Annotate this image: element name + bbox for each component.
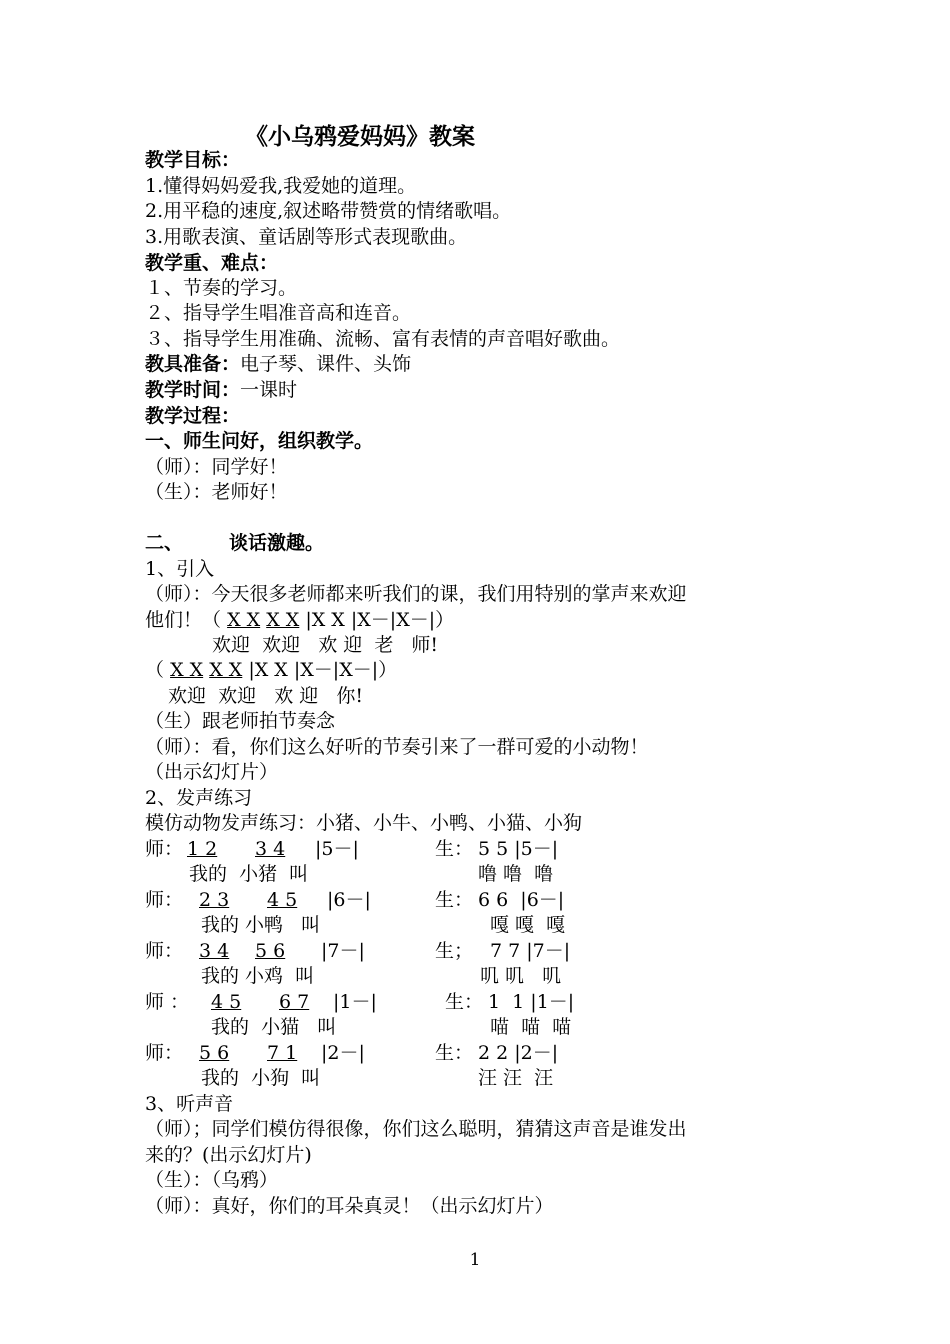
- rhythm-line: [145, 608, 454, 633]
- student-lyric: 叽 叽 叽: [480, 965, 562, 987]
- dialogue-line: 来的？(出示幻灯片): [145, 1144, 312, 1166]
- key-point-item: ２、指导学生唱准音高和连音。: [145, 302, 412, 324]
- page-number: 1: [469, 1250, 481, 1270]
- key-point-item: １、节奏的学习。: [145, 277, 298, 299]
- student-notes: 7 7 |7－|: [490, 940, 571, 962]
- student-label: 生：: [435, 889, 474, 911]
- dialogue-line: （师）：同学好！: [145, 456, 288, 478]
- time-label: 教学时间：: [145, 379, 241, 401]
- note-rest: |1－|: [333, 991, 377, 1013]
- dialogue-line: （生）：老师好！: [145, 481, 288, 503]
- teacher-label: 师：: [145, 940, 184, 962]
- goal-item: 2.用平稳的速度,叙述略带赞赏的情绪歌唱。: [145, 200, 512, 222]
- teacher-lyric: 我的 小猫 叫: [211, 1016, 337, 1038]
- teacher-label: 师：: [145, 838, 184, 860]
- note-rest: |6－|: [327, 889, 371, 911]
- teacher-label: 师 ：: [145, 991, 190, 1013]
- subsection-heading: 1、引入: [145, 558, 215, 580]
- note-rest: |5－|: [315, 838, 359, 860]
- note-group: 3 4: [255, 838, 286, 860]
- rhythm-group: X X: [170, 659, 204, 681]
- student-lyric: 噜 噜 噜: [478, 863, 554, 885]
- lyric-line: 欢迎 欢迎 欢 迎 你!: [168, 685, 363, 707]
- key-point-item: ３、指导学生用准确、流畅、富有表情的声音唱好歌曲。: [145, 328, 621, 350]
- time-line: [145, 378, 297, 403]
- tools-value: 电子琴、课件、头饰: [240, 353, 412, 375]
- goals-heading: 教学目标：: [145, 149, 241, 171]
- tools-label: 教具准备：: [145, 353, 241, 375]
- note-group: 5 6: [255, 940, 286, 962]
- dialogue-line: （师）：真好，你们的耳朵真灵！（出示幻灯片）: [145, 1195, 554, 1217]
- lyric-line: 欢迎 欢迎 欢 迎 老 师!: [212, 634, 439, 656]
- rhythm-rest: |X X |X－|X－|）: [248, 659, 398, 681]
- rhythm-prefix: 他们！（: [145, 609, 222, 631]
- teacher-label: 师：: [145, 889, 184, 911]
- process-heading: 教学过程：: [145, 405, 241, 427]
- student-notes: 5 5 |5－|: [478, 838, 559, 860]
- teacher-lyric: 我的 小狗 叫: [201, 1067, 321, 1089]
- note-group: 6 7: [279, 991, 310, 1013]
- note-group: 4 5: [267, 889, 298, 911]
- goal-item: 1.懂得妈妈爱我,我爱她的道理。: [145, 175, 417, 197]
- student-lyric: 嘎 嘎 嘎: [490, 914, 566, 936]
- tools-line: [145, 352, 411, 377]
- student-lyric: 喵 喵 喵: [490, 1016, 572, 1038]
- time-value: 一课时: [240, 379, 298, 401]
- section2-heading: [145, 531, 324, 556]
- rhythm-prefix: （: [145, 659, 165, 681]
- subsection-heading: 2、发声练习: [145, 787, 253, 809]
- dialogue-line: （生）：（乌鸦）: [145, 1169, 279, 1191]
- document-title: 《小乌鸦爱妈妈》教案: [245, 124, 475, 150]
- rhythm-group: X X: [227, 609, 261, 631]
- rhythm-line: [145, 658, 397, 683]
- note-group: 2 3: [199, 889, 230, 911]
- dialogue-line: （师）：今天很多老师都来听我们的课，我们用特别的掌声来欢迎: [145, 583, 687, 605]
- goal-item: 3.用歌表演、童话剧等形式表现歌曲。: [145, 226, 468, 248]
- student-notes: 2 2 |2－|: [478, 1042, 559, 1064]
- dialogue-line: （出示幻灯片）: [145, 761, 279, 783]
- note-group: 4 5: [211, 991, 242, 1013]
- note-group: 5 6: [199, 1042, 230, 1064]
- teacher-lyric: 我的 小鸡 叫: [201, 965, 315, 987]
- dialogue-line: （师）：看，你们这么好听的节奏引来了一群可爱的小动物！: [145, 736, 649, 758]
- note-group: 7 1: [267, 1042, 298, 1064]
- subsection-heading: 3、听声音: [145, 1093, 234, 1115]
- rhythm-group: X X: [266, 609, 300, 631]
- student-label: 生；: [435, 940, 474, 962]
- teacher-label: 师：: [145, 1042, 184, 1064]
- section2-heading-text: 谈话激趣。: [229, 532, 325, 554]
- note-group: 1 2: [187, 838, 218, 860]
- rhythm-group: X X: [209, 659, 243, 681]
- student-label: 生：: [435, 1042, 474, 1064]
- rhythm-rest: |X X |X－|X－|）: [305, 609, 455, 631]
- practice-intro: 模仿动物发声练习：小猪、小牛、小鸭、小猫、小狗: [145, 812, 583, 834]
- teacher-lyric: 我的 小鸭 叫: [201, 914, 321, 936]
- section1-heading: 一、师生问好，组织教学。: [145, 430, 374, 452]
- teacher-lyric: 我的 小猪 叫: [189, 863, 309, 885]
- note-group: 3 4: [199, 940, 230, 962]
- dialogue-line: （师）；同学们模仿得很像，你们这么聪明，猜猜这声音是谁发出: [145, 1118, 687, 1140]
- student-lyric: 汪 汪 汪: [478, 1067, 554, 1089]
- note-rest: |7－|: [321, 940, 365, 962]
- note-rest: |2－|: [321, 1042, 365, 1064]
- student-label: 生：: [435, 838, 474, 860]
- student-notes: 1 1 |1－|: [488, 991, 575, 1013]
- student-notes: 6 6 |6－|: [478, 889, 565, 911]
- key-points-heading: 教学重、难点：: [145, 252, 279, 274]
- student-label: 生：: [445, 991, 484, 1013]
- dialogue-line: （生）跟老师拍节奏念: [145, 710, 336, 732]
- section2-heading-num: 二、: [145, 532, 184, 554]
